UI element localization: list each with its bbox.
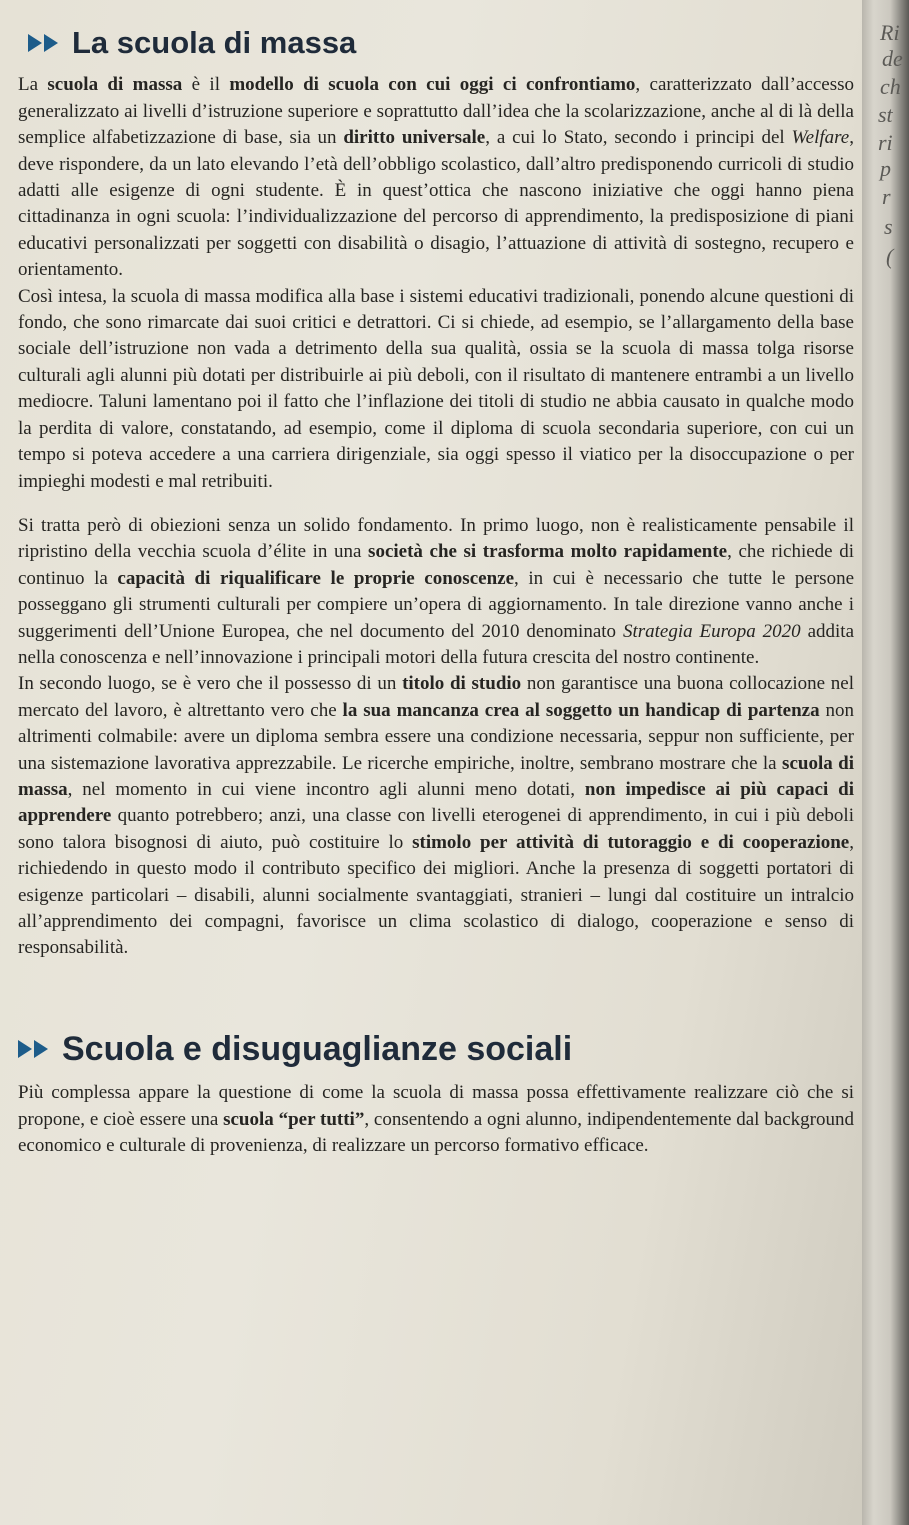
text-run: , deve rispondere, da un lato elevando l’età dell’obbligo scolastico, dall’altro predisponendo curricoli di studio adatti alle esigenze di ogni studente. È in quest’ottica che nascono iniziative che oggi hanno piena cittadinanza in ogni scuola: l’individualizzazione del percorso di apprendimento, la predisposizione di piani educativi personalizzati per soggetti con disabilità o disagio, l’attuazione di attività di sostegno, recupero e orientamento. [18, 127, 854, 281]
text-run: Si tratta però di obiezioni senza un solido fondamento. In primo luogo, non è realisticamente pensabile il ripristino della vecchia scuola d’élite in una [18, 514, 854, 563]
edge-fragment: ch [880, 74, 901, 99]
bold-term: non impedisce ai più capaci di apprendere [18, 778, 854, 827]
bold-term: modello di scuola con cui oggi ci confrontiamo [229, 74, 636, 96]
text-run: quanto potrebbero; anzi, una classe con livelli eterogenei di apprendimento, in cui i più deboli sono talora bisognosi di aiuto, può costituire lo [18, 805, 854, 853]
section-heading-disuguaglianze [18, 1029, 854, 1068]
bold-term: società che si trasforma molto rapidamente [368, 541, 728, 563]
italic-term: Welfare [791, 127, 850, 149]
text-run: , in cui è necessario che tutte le persone posseggano gli strumenti culturali per compiere un’opera di aggiornamento. In tale direzione vanno anche i suggerimenti dell’Unione Europea, che nel documento del 2010 denominato [18, 567, 855, 642]
paragraph [18, 671, 854, 961]
paragraph [18, 72, 854, 283]
text-run: addita nella conoscenza e nell’innovazione i principali motori della futura crescita del nostro continente. [18, 620, 855, 668]
paragraph [18, 1080, 854, 1159]
bold-term: capacità di riqualificare le proprie conoscenze [117, 567, 515, 589]
text-run: Più complessa appare la questione di come la scuola di massa possa effettivamente realizzare ciò che si propone, e cioè essere una [18, 1082, 854, 1130]
edge-fragment: de [882, 46, 903, 71]
edge-fragment: Ri [880, 20, 900, 45]
edge-fragment: r [882, 184, 891, 209]
bold-term: scuola di massa [18, 752, 854, 800]
bold-term: scuola “per tutti” [223, 1108, 365, 1130]
bold-term: la sua mancanza crea al soggetto un handicap di partenza [342, 699, 820, 721]
bold-term: stimolo per attività di tutoraggio e di cooperazione [412, 831, 850, 853]
text-run: non altrimenti colmabile: avere un diploma sembra essere una condizione necessaria, seppur non sufficiente, per una sistemazione lavorativa apprezzabile. Le ricerche empiriche, inoltre, sembrano mostrare che la [18, 699, 855, 774]
text-run: , consentendo a ogni alunno, indipendentemente dal background economico e culturale di provenienza, di realizzare un percorso formativo efficace. [18, 1108, 854, 1157]
text-run: , caratterizzato dall’accesso generalizzato ai livelli d’istruzione superiore e soprattutto dall’idea che la scolarizzazione, anche al di là della semplice alfabetizzazione di base, sia un [18, 74, 855, 149]
paragraph [18, 513, 854, 671]
double-arrow-icon [28, 33, 62, 53]
text-run: , nel momento in cui viene incontro agli alunni meno dotati, [67, 778, 585, 800]
bold-term: diritto universale [343, 127, 486, 149]
edge-fragment: s [884, 214, 893, 239]
text-run: La [18, 74, 48, 96]
section-heading-scuola-di-massa [28, 25, 854, 60]
text-run: Così intesa, la scuola di massa modifica alla base i sistemi educativi tradizionali, ponendo alcune questioni di fondo, che sono rimarcate dai suoi critici e detrattori. Ci si chiede, ad esempio, se l’allargamento della base sociale dell’istruzione non vada a detrimento della sua qualità, ossia se la scuola di massa tolga risorse culturali agli alunni più dotati per distribuirle ai più deboli, con il risultato di mantenere entrambi a un livello mediocre. Taluni lamentano poi il fatto che l’inflazione dei titoli di studio ne abbia causato in qualche modo la perdita di valore, constatando, ad esempio, come il diploma di scuola secondaria superiore, con cui un tempo si poteva accedere a una carriera dirigenziale, sia oggi spesso il viatico per la disoccupazione o per impieghi modesti e mal retribuiti. [18, 285, 854, 492]
bold-term: titolo di studio [402, 673, 522, 695]
double-arrow-icon [18, 1039, 52, 1059]
edge-fragment: st [878, 102, 893, 127]
text-run: In secondo luogo, se è vero che il possesso di un [18, 673, 403, 695]
adjacent-page-edge [862, 0, 909, 1525]
bold-term: scuola di massa [47, 74, 183, 96]
edge-fragment: p [880, 156, 891, 181]
text-run: , a cui lo Stato, secondo i principi del [485, 127, 792, 149]
page-content [18, 25, 855, 1159]
section-title: Scuola e disuguaglianze sociali [62, 1029, 573, 1068]
edge-fragment: ri [878, 130, 893, 155]
text-run: , richiedendo in questo modo il contributo specifico dei migliori. Anche la presenza di soggetti portatori di esigenze particolari – disabili, alunni socialmente svantaggiati, stranieri – lungi dal costituire un intralcio all’apprendimento dei compagni, favorisce un clima scolastico di dialogo, cooperazione e senso di responsabilità. [18, 831, 854, 959]
text-run: , che richiede di continuo la [18, 541, 854, 589]
text-run: non garantisce una buona collocazione nel mercato del lavoro, è altrettanto vero che [18, 673, 854, 721]
italic-term: Strategia Europa 2020 [622, 620, 801, 642]
paragraph [18, 284, 854, 495]
edge-fragment: ( [886, 244, 894, 269]
text-run: è il [182, 74, 230, 96]
section-title: La scuola di massa [72, 25, 357, 60]
